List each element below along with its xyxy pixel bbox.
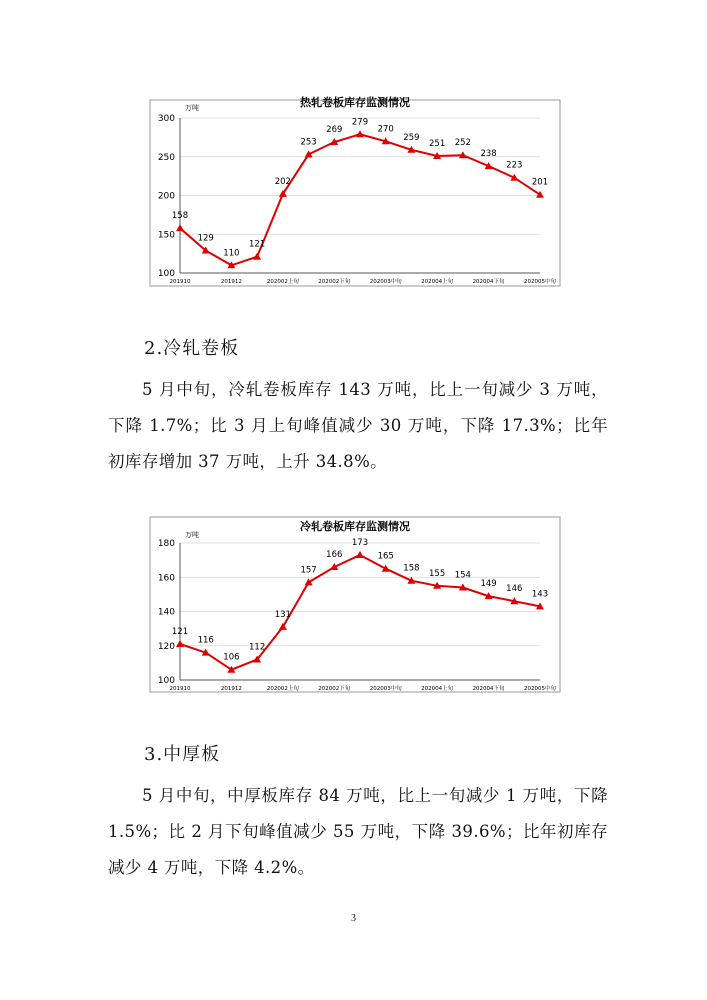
hot-data-label: 110 bbox=[223, 248, 240, 259]
hot-data-label: 253 bbox=[300, 137, 317, 148]
hot-x-tick-label: 201912 bbox=[220, 279, 242, 285]
hot-data-label: 129 bbox=[197, 233, 214, 244]
hot-data-label: 158 bbox=[171, 211, 189, 222]
hot-data-label: 202 bbox=[274, 176, 291, 187]
paragraph-medium-plate-text: 5 月中旬，中厚板库存 84 万吨，比上一旬减少 1 万吨，下降 1.5%；比 2 月下旬峰值减少 55 万吨，下降 39.6%；比年初库存减少 4 万吨，下降 4.2%。 bbox=[108, 786, 608, 877]
cold-data-label: 165 bbox=[377, 551, 394, 562]
hot-y-tick-label: 100 bbox=[157, 269, 175, 279]
cold-data-label: 106 bbox=[223, 652, 240, 663]
hot-x-tick-label: 202003中旬 bbox=[369, 279, 402, 285]
hot-data-label: 251 bbox=[429, 138, 446, 149]
cold-x-tick-label: 202003中旬 bbox=[369, 686, 402, 692]
cold-data-label: 112 bbox=[249, 642, 266, 653]
hot-y-tick-label: 300 bbox=[157, 114, 175, 124]
cold-data-label: 131 bbox=[274, 609, 291, 620]
cold-x-tick-label: 202004上旬 bbox=[421, 686, 454, 692]
cold-y-tick-label: 100 bbox=[157, 676, 175, 686]
cold-x-tick-label: 201910 bbox=[169, 686, 191, 692]
hot-x-tick-label: 202004上旬 bbox=[421, 279, 454, 285]
cold-data-label: 154 bbox=[454, 570, 471, 581]
cold-data-label: 158 bbox=[403, 563, 420, 574]
cold-chart-title: 冷轧卷板库存监测情况 bbox=[300, 520, 410, 533]
hot-data-label: 252 bbox=[454, 138, 471, 149]
cold-x-tick-label: 202005中旬 bbox=[524, 686, 556, 692]
cold-y-tick-label: 160 bbox=[157, 573, 175, 584]
cold-x-tick-label: 202002下旬 bbox=[318, 686, 351, 692]
cold-data-label: 173 bbox=[351, 537, 369, 548]
cold-x-tick-label: 202004下旬 bbox=[472, 686, 505, 692]
cold-data-label: 143 bbox=[531, 589, 549, 600]
section-heading-cold-rolled: 2.冷轧卷板 bbox=[144, 338, 240, 359]
hot-x-tick-label: 202005中旬 bbox=[524, 279, 556, 285]
hot-unit-label: 万吨 bbox=[185, 104, 199, 112]
hot-x-tick-label: 202004下旬 bbox=[472, 279, 505, 285]
cold-unit-label: 万吨 bbox=[185, 531, 199, 539]
cold-x-tick-label: 201912 bbox=[220, 686, 242, 692]
hot-x-tick-label: 202002下旬 bbox=[318, 279, 351, 285]
hot-data-label: 238 bbox=[480, 149, 497, 160]
hot-data-label: 121 bbox=[249, 239, 266, 250]
cold-data-label: 146 bbox=[506, 584, 523, 595]
hot-data-label: 279 bbox=[351, 117, 369, 128]
hot-x-tick-label: 201910 bbox=[169, 279, 191, 285]
hot-y-tick-label: 250 bbox=[157, 152, 175, 163]
cold-x-tick-label: 202002上旬 bbox=[266, 686, 299, 692]
cold-data-label: 121 bbox=[171, 627, 189, 638]
hot-chart-title: 热轧卷板库存监测情况 bbox=[300, 96, 410, 109]
section-heading-medium-plate: 3.中厚板 bbox=[144, 744, 221, 765]
cold-data-label: 116 bbox=[197, 635, 214, 646]
hot-data-label: 201 bbox=[531, 177, 549, 188]
hot-y-tick-label: 150 bbox=[157, 230, 175, 241]
hot-data-label: 259 bbox=[403, 132, 420, 143]
cold-data-label: 166 bbox=[326, 549, 343, 560]
hot-data-label: 269 bbox=[326, 125, 343, 136]
paragraph-medium-plate bbox=[108, 778, 608, 886]
cold-y-tick-label: 120 bbox=[157, 641, 175, 652]
hot-x-tick-label: 202002上旬 bbox=[266, 279, 299, 285]
cold-data-label: 149 bbox=[480, 579, 497, 590]
hot-data-label: 223 bbox=[506, 160, 523, 171]
paragraph-cold-rolled-text: 5 月中旬，冷轧卷板库存 143 万吨，比上一旬减少 3 万吨，下降 1.7%；比 3 月上旬峰值减少 30 万吨，下降 17.3%；比年初库存增加 37 万吨，上升 34.8%。 bbox=[108, 380, 608, 471]
cold-y-tick-label: 140 bbox=[157, 607, 175, 618]
cold-data-label: 155 bbox=[429, 568, 446, 579]
cold-y-tick-label: 180 bbox=[157, 539, 175, 549]
page-number: 3 bbox=[351, 913, 356, 924]
hot-y-tick-label: 200 bbox=[157, 191, 175, 202]
cold-data-label: 157 bbox=[300, 565, 317, 576]
hot-data-label: 270 bbox=[377, 124, 394, 135]
